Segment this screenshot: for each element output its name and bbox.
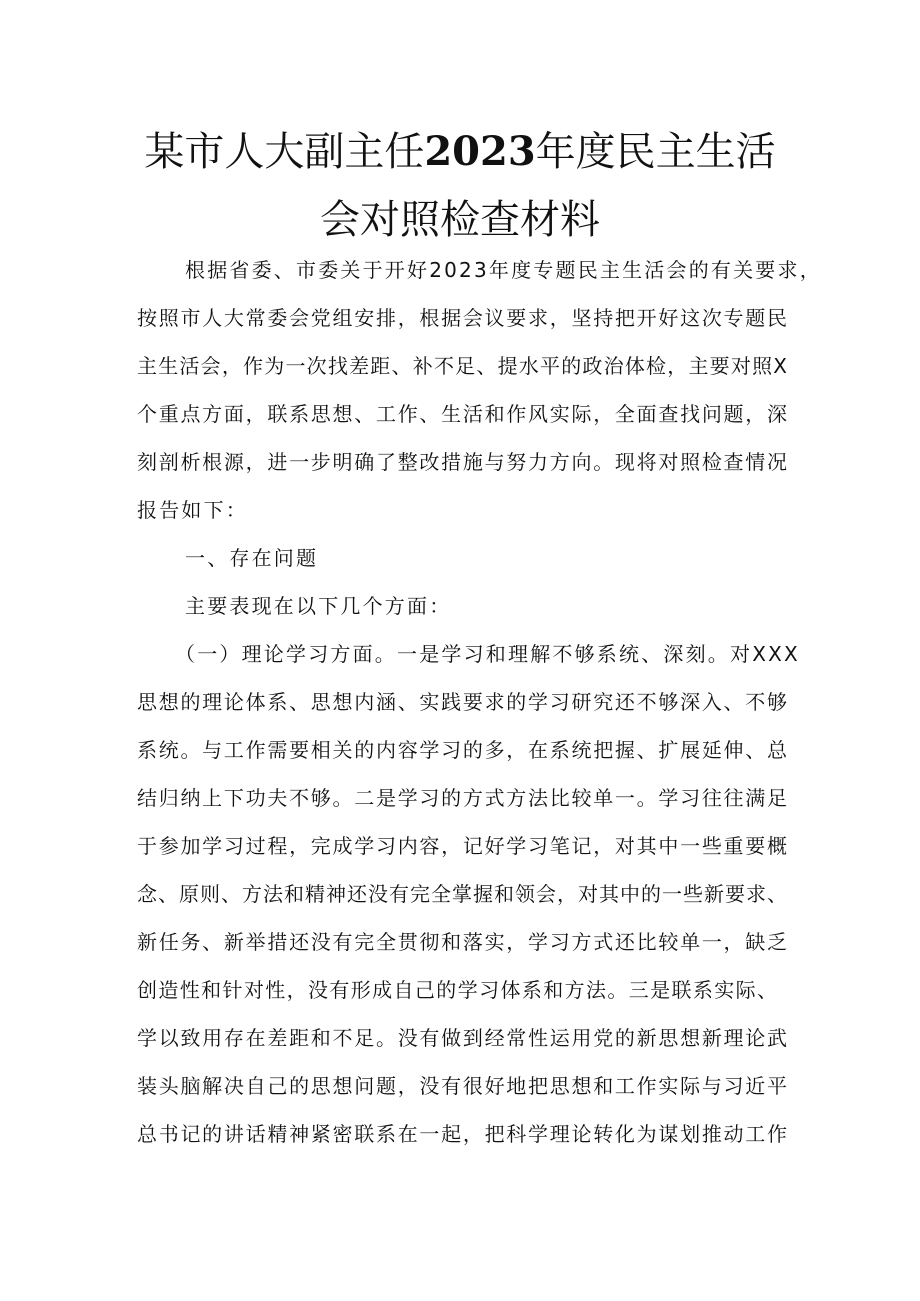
- body-line: 结归纳上下功夫不够。二是学习的方式方法比较单一。学习往往满足: [137, 786, 787, 810]
- body-line: 总书记的讲话精神紧密联系在一起，把科学理论转化为谋划推动工作: [137, 1122, 787, 1146]
- section-heading: 一、存在问题: [185, 546, 319, 570]
- body-line: 学以致用存在差距和不足。没有做到经常性运用党的新思想新理论武: [137, 1026, 787, 1050]
- document-title-line-2: 会对照检查材料: [320, 197, 600, 243]
- body-line: 主要表现在以下几个方面：: [185, 594, 452, 618]
- title-text-b: 年度民主生活: [535, 129, 776, 175]
- body-line: 按照市人大常委会党组安排，根据会议要求，坚持把开好这次专题民: [137, 306, 787, 330]
- body-line: 刻剖析根源，进一步明确了整改措施与努力方向。现将对照检查情况: [137, 450, 787, 474]
- body-line: （一）理论学习方面。一是学习和理解不够系统、深刻。对XXX: [175, 642, 800, 666]
- body-line: 思想的理论体系、思想内涵、实践要求的学习研究还不够深入、不够: [137, 690, 787, 714]
- body-line: 报告如下：: [137, 498, 248, 522]
- body-line: 于参加学习过程，完成学习内容，记好学习笔记，对其中一些重要概: [137, 834, 787, 858]
- body-line: 创造性和针对性，没有形成自己的学习体系和方法。三是联系实际、: [137, 978, 777, 1002]
- body-line: 个重点方面，联系思想、工作、生活和作风实际，全面查找问题，深: [137, 402, 787, 426]
- body-line: 念、原则、方法和精神还没有完全掌握和领会，对其中的一些新要求、: [137, 882, 787, 906]
- body-line: 根据省委、市委关于开好2023年度专题民主生活会的有关要求，: [185, 258, 822, 282]
- body-line: 系统。与工作需要相关的内容学习的多，在系统把握、扩展延伸、总: [137, 738, 787, 762]
- body-line: 新任务、新举措还没有完全贯彻和落实，学习方式还比较单一，缺乏: [137, 930, 787, 954]
- title-year: 2023: [424, 128, 536, 175]
- body-line: 装头脑解决自己的思想问题，没有很好地把思想和工作实际与习近平: [137, 1074, 787, 1098]
- title-text-a: 某市人大副主任: [144, 129, 425, 175]
- document-title-line-1: [0, 128, 920, 176]
- body-line: 主生活会，作为一次找差距、补不足、提水平的政治体检，主要对照X: [137, 354, 787, 378]
